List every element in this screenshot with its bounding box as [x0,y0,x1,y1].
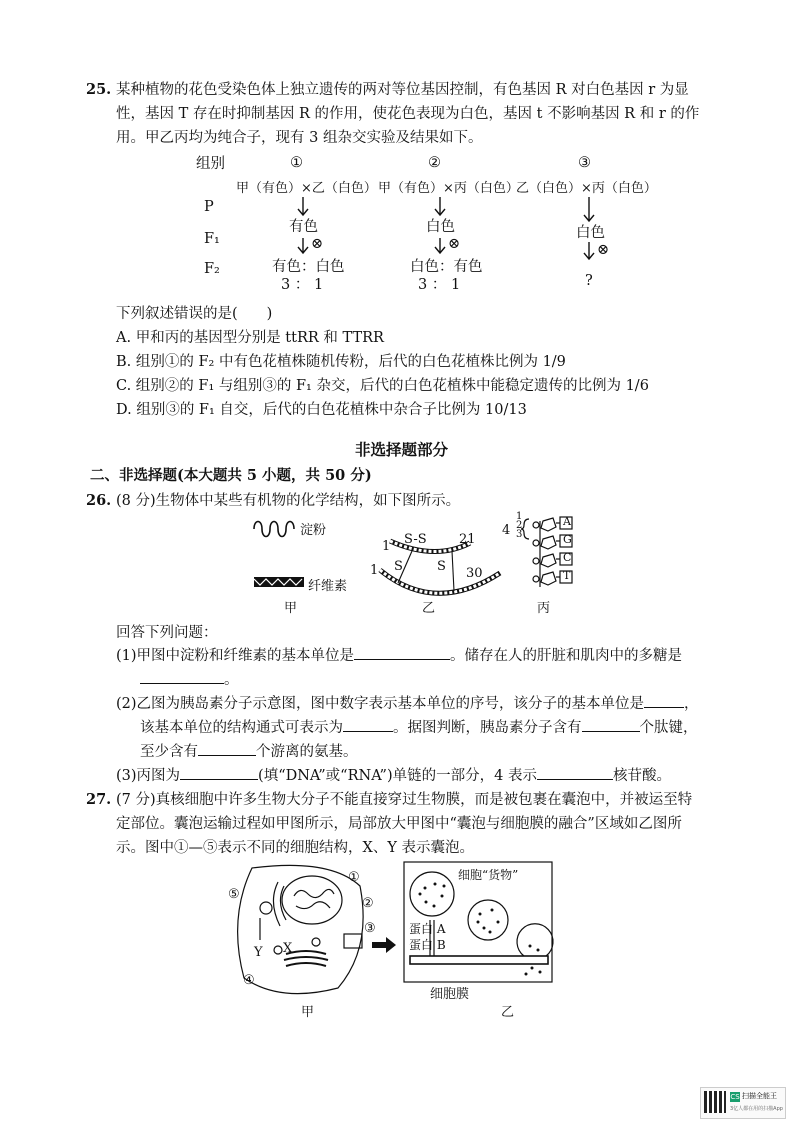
q26-blank-2[interactable] [140,669,224,684]
label-1b: 1 [370,563,379,578]
label-1a: 1 [382,539,391,554]
f2-ratio-2: 3 ： 1 [418,277,461,293]
q26-blank-7[interactable] [180,765,258,780]
watermark-app: 扫描全能王 [742,1092,777,1100]
caption-bing: 丙 [537,601,551,616]
label-s2: S [437,559,446,574]
q26-p2-text-c: 该基本单位的结构通式可表示为 [140,720,343,736]
row-p: P [204,199,214,215]
q26-p2-text-d: 。据图判断，胰岛素分子含有 [393,720,582,736]
cs-logo-icon: CS [730,1093,740,1101]
scanner-watermark [700,1087,786,1119]
label-21: 21 [459,532,476,547]
section-heading: 二、非选择题(本大题共 5 小题，共 50 分) [90,467,372,484]
q25-option-d: D. 组别③的 F₁ 自交，后代的白色花植株中杂合子比例为 10/13 [116,402,527,418]
label-protein-b: 蛋白 B [409,938,446,952]
group-1: ① [290,155,303,171]
q26-p3-text-c: 核苷酸。 [612,768,671,784]
base-t: T [563,569,571,582]
q26-p2-line1 [116,693,699,715]
q26-p2-text-b: ， [684,696,699,712]
f1-3: 白色 [576,225,605,241]
watermark-sub: 3亿人都在用的扫描App [730,1106,783,1112]
self-1: ⊗ [311,236,324,252]
label-circled-1: ① [348,870,360,885]
label-4: 4 [502,523,511,538]
q25-option-b: B. 组别①的 F₂ 中有色花植株随机传粉，后代的白色花植株比例为 1/9 [116,354,566,370]
label-s1: S [394,559,403,574]
section-title: 非选择题部分 [355,440,449,459]
q26-p2-text-f: 至少含有 [140,744,198,760]
f2-2: 白色：有色 [410,259,483,275]
cross-3: 乙（白色）×丙（白色） [516,181,657,196]
q25-line3: 用。甲乙丙均为纯合子，现有 3 组杂交实验及结果如下。 [116,130,483,146]
q26-blank-3[interactable] [644,693,684,708]
cell-diagram-icon [238,865,364,993]
row-f1: F₁ [204,231,220,247]
f2-3: ? [585,273,593,289]
cross-1: 甲（有色）×乙（白色） [236,181,377,196]
label-starch: 淀粉 [300,523,327,538]
q26-p1-line1 [116,645,682,667]
q26-blank-8[interactable] [537,765,613,780]
group-2: ② [428,155,441,171]
q26-p3-line [116,765,671,787]
q26-p2-line2 [140,717,698,739]
q26-blank-4[interactable] [343,717,393,732]
q26-p1-text-a: (1)甲图中淀粉和纤维素的基本单位是 [116,648,355,664]
label-1: 1 [516,511,523,522]
caption-yi: 乙 [422,601,436,616]
f1-2: 白色 [426,219,455,235]
q27-number: 27. [86,791,112,808]
q26-number: 26. [86,492,112,509]
cross-2: 甲（有色）×丙（白色） [378,181,519,196]
q25-stem: 下列叙述错误的是( ) [116,306,273,322]
q25-option-c: C. 组别②的 F₁ 与组别③的 F₁ 杂交，后代的白色花植株中能稳定遗传的比例为 1/6 [116,378,649,394]
label-membrane: 细胞膜 [430,987,470,1002]
q26-p1-text-b: 。储存在人的肝脏和肌肉中的多糖是 [450,648,683,664]
label-circled-3: ③ [364,921,376,936]
q25-line1: 某种植物的花色受染色体上独立遗传的两对等位基因控制，有色基因 R 对白色基因 r 为显 [116,82,689,98]
caption-yi-27: 乙 [501,1005,515,1020]
row-f2: F₂ [204,261,220,277]
q25-option-a: A. 甲和丙的基因型分别是 ttRR 和 TTRR [116,330,384,346]
q26-blank-5[interactable] [582,717,640,732]
q26-prompt: 回答下列问题： [116,625,218,641]
label-circled-4: ④ [243,973,255,988]
label-y: Y [254,945,263,960]
caption-jia-27: 甲 [301,1005,315,1020]
caption-jia: 甲 [284,601,298,616]
label-circled-2: ② [362,896,374,911]
q26-p1-text-c: 。 [224,672,239,688]
group-label: 组别 [196,156,225,172]
q26-p3-text-b: (填“DNA”或“RNA”)单链的一部分，4 表示 [258,768,537,784]
q26-blank-1[interactable] [354,645,450,660]
q26-p2-line3 [140,741,358,763]
qr-code-icon [704,1091,726,1113]
self-2: ⊗ [448,236,461,252]
q27-line3: 示。图中①—⑤表示不同的细胞结构，X、Y 表示囊泡。 [116,840,475,856]
self-3: ⊗ [597,242,610,258]
label-3: 3 [516,529,523,540]
q26-p3-text-a: (3)丙图为 [116,768,181,784]
q26-p2-text-e: 个肽键， [639,720,698,736]
label-cargo: 细胞“货物” [458,868,519,882]
q26-p2-text-a: (2)乙图为胰岛素分子示意图，图中数字表示基本单位的序号，该分子的基本单位是 [116,696,645,712]
label-protein-a: 蛋白 A [409,922,446,936]
q27-line1: (7 分)真核细胞中许多生物大分子不能直接穿过生物膜，而是被包裹在囊泡中，并被运至特 [116,792,693,808]
q26-p1-line2 [140,669,239,691]
base-c: C [563,551,572,564]
cellulose-strand-icon [254,577,304,587]
cross-arrows [0,0,800,300]
q27-line2: 定部位。囊泡运输过程如甲图所示，局部放大甲图中“囊泡与细胞膜的融合”区域如乙图所 [116,816,682,832]
q25-line2: 性，基因 T 存在时抑制基因 R 的作用，使花色表现为白色，基因 t 不影响基因 R 和 r 的作 [116,106,700,122]
label-ss: S-S [404,532,427,547]
q26-blank-6[interactable] [198,741,256,756]
label-cellulose: 纤维素 [308,579,348,594]
starch-coil-icon [254,522,294,537]
f2-1: 有色：白色 [272,259,345,275]
base-a: A [563,515,571,528]
group-3: ③ [578,155,591,171]
label-2: 2 [516,520,523,531]
f1-1: 有色 [289,219,318,235]
label-x: X [283,941,293,956]
q26-intro: (8 分)生物体中某些有机物的化学结构，如下图所示。 [116,493,461,509]
f2-ratio-1: 3 ： 1 [281,277,324,293]
label-30: 30 [466,566,483,581]
q26-p2-text-g: 个游离的氨基。 [256,744,358,760]
q25-number: 25. [86,81,112,98]
label-circled-5: ⑤ [228,887,240,902]
base-g: G [563,533,572,546]
